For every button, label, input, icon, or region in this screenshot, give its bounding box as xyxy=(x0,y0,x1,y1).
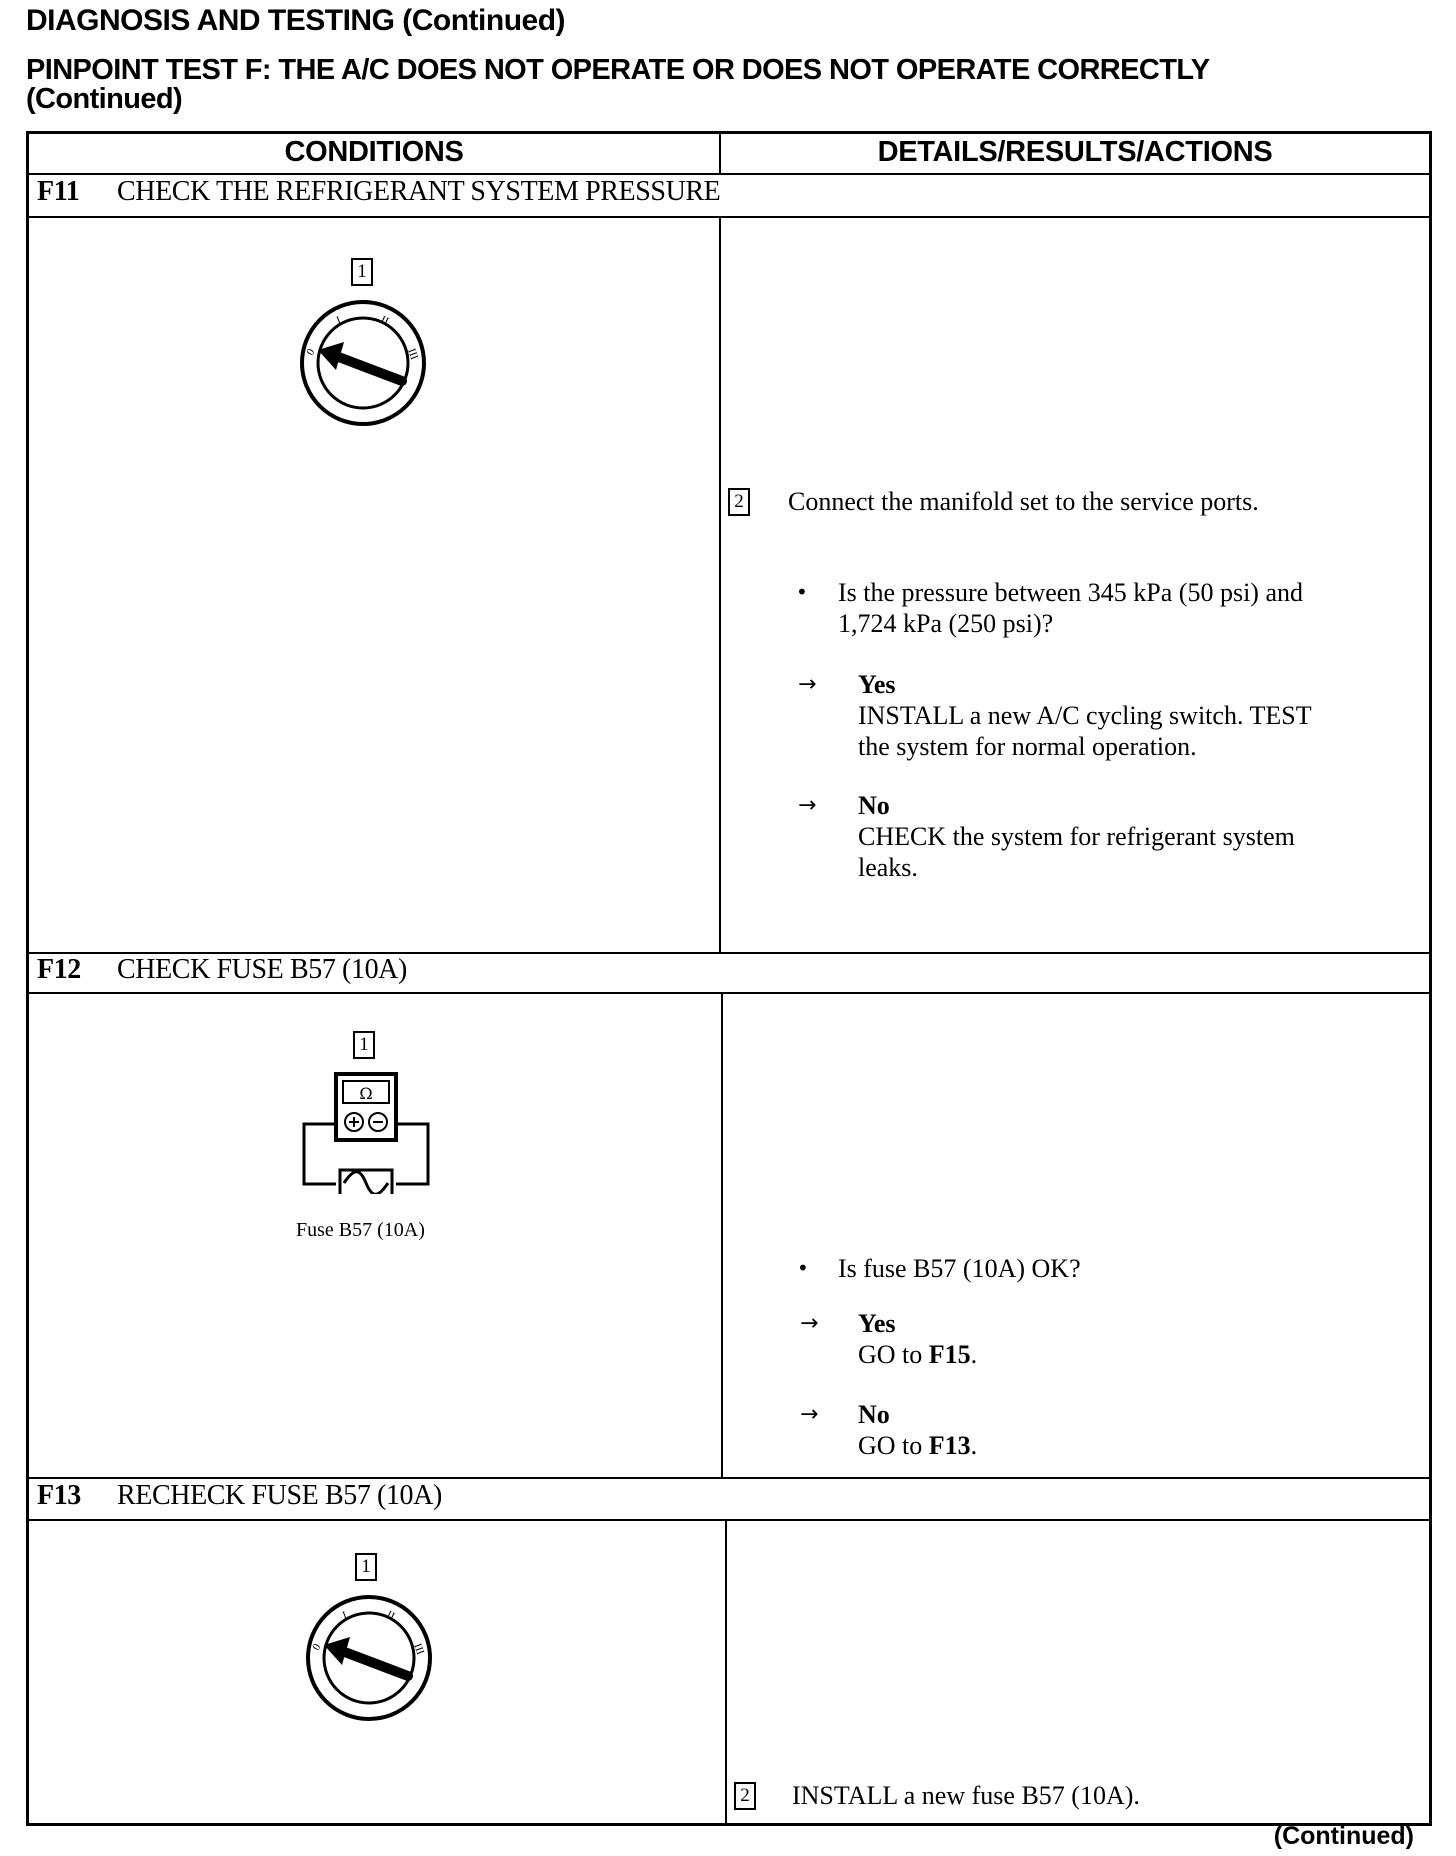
f12-col-divider xyxy=(721,992,723,1479)
f11-no-label: No xyxy=(858,791,890,820)
f12-yes-action xyxy=(858,1339,977,1370)
meter-symbol: Ω xyxy=(359,1084,373,1103)
f13-callout-2: 2 xyxy=(734,1782,756,1810)
f12-title-divider xyxy=(29,992,1429,994)
f11-question-line1: Is the pressure between 345 kPa (50 psi) and xyxy=(838,578,1303,607)
f12-no-target: F13 xyxy=(928,1431,971,1460)
f11-yes-block xyxy=(858,669,1312,762)
step-f11-title: CHECK THE REFRIGERANT SYSTEM PRESSURE xyxy=(117,176,721,207)
step-f13-id: F13 xyxy=(37,1480,81,1511)
f12-yes-prefix: GO to xyxy=(858,1340,929,1369)
step-f11-id: F11 xyxy=(37,176,80,207)
f11-yes-line2: the system for normal operation. xyxy=(858,732,1197,761)
right-arrow-icon: → xyxy=(798,672,817,697)
svg-text:II: II xyxy=(384,1608,397,1623)
section-title: DIAGNOSIS AND TESTING (Continued) xyxy=(26,4,566,37)
step-f12-title-row xyxy=(37,954,407,986)
f12-no-action xyxy=(858,1430,977,1461)
svg-text:II: II xyxy=(378,313,391,328)
f11-instruction: Connect the manifold set to the service ports. xyxy=(788,487,1259,516)
f12-yes-suffix: . xyxy=(970,1340,978,1369)
f12-no-suffix: . xyxy=(970,1431,978,1460)
col-header-conditions: CONDITIONS xyxy=(284,136,464,168)
svg-text:III: III xyxy=(405,346,421,362)
svg-text:I: I xyxy=(340,1609,349,1622)
f12-no-label: No xyxy=(858,1400,890,1429)
right-arrow-icon: → xyxy=(800,1402,819,1427)
bullet-icon: • xyxy=(796,580,808,604)
f11-col-divider xyxy=(719,216,721,954)
f13-callout-1: 1 xyxy=(355,1553,377,1581)
f11-callout-1: 1 xyxy=(351,258,373,286)
f13-title-divider xyxy=(29,1519,1429,1521)
step-f11-title-row xyxy=(37,176,720,208)
f11-question xyxy=(838,577,1303,639)
f12-question: Is fuse B57 (10A) OK? xyxy=(838,1254,1081,1283)
f12-yes-target: F15 xyxy=(928,1340,971,1369)
step-f13-title-row xyxy=(37,1480,442,1512)
ignition-switch-icon xyxy=(298,298,428,428)
ohmmeter-icon xyxy=(300,1072,434,1194)
f12-no-block xyxy=(858,1399,977,1461)
pinpoint-test-title xyxy=(26,56,1210,114)
continued-footer: (Continued) xyxy=(1273,1822,1414,1850)
f11-no-line2: leaks. xyxy=(858,853,918,882)
fuse-icon xyxy=(340,1170,392,1194)
svg-text:I: I xyxy=(334,314,343,327)
right-arrow-icon: → xyxy=(800,1311,819,1336)
f11-no-block xyxy=(858,790,1295,883)
f11-callout-2: 2 xyxy=(728,488,750,516)
f11-yes-label: Yes xyxy=(858,670,896,699)
step-f12-title: CHECK FUSE B57 (10A) xyxy=(117,954,407,985)
f11-no-line1: CHECK the system for refrigerant system xyxy=(858,822,1295,851)
svg-text:III: III xyxy=(411,1641,427,1657)
svg-text:0: 0 xyxy=(304,346,318,358)
f11-yes-line1: INSTALL a new A/C cycling switch. TEST xyxy=(858,701,1312,730)
bullet-icon: • xyxy=(797,1256,809,1280)
f11-title-divider xyxy=(29,216,1429,218)
right-arrow-icon: → xyxy=(798,793,817,818)
col-header-details: DETAILS/RESULTS/ACTIONS xyxy=(877,136,1273,168)
f11-question-line2: 1,724 kPa (250 psi)? xyxy=(838,609,1054,638)
f12-yes-block xyxy=(858,1308,977,1370)
ignition-switch-icon xyxy=(304,1593,434,1723)
svg-text:0: 0 xyxy=(310,1641,324,1653)
test-title-line2: (Continued) xyxy=(26,83,183,115)
fuse-caption: Fuse B57 (10A) xyxy=(296,1219,425,1241)
header-col-divider xyxy=(719,134,721,175)
pinpoint-test-table xyxy=(26,131,1432,1826)
f12-callout-1: 1 xyxy=(353,1031,375,1059)
f12-no-prefix: GO to xyxy=(858,1431,929,1460)
f13-col-divider xyxy=(725,1519,727,1824)
step-f12-id: F12 xyxy=(37,954,81,985)
f12-yes-label: Yes xyxy=(858,1309,896,1338)
f13-top-divider xyxy=(29,1477,1429,1479)
step-f13-title: RECHECK FUSE B57 (10A) xyxy=(117,1480,442,1511)
header-divider xyxy=(29,173,1429,175)
f13-instruction: INSTALL a new fuse B57 (10A). xyxy=(792,1781,1140,1810)
test-title-line1: PINPOINT TEST F: THE A/C DOES NOT OPERATE OR DOES NOT OPERATE CORRECTLY xyxy=(26,54,1210,86)
